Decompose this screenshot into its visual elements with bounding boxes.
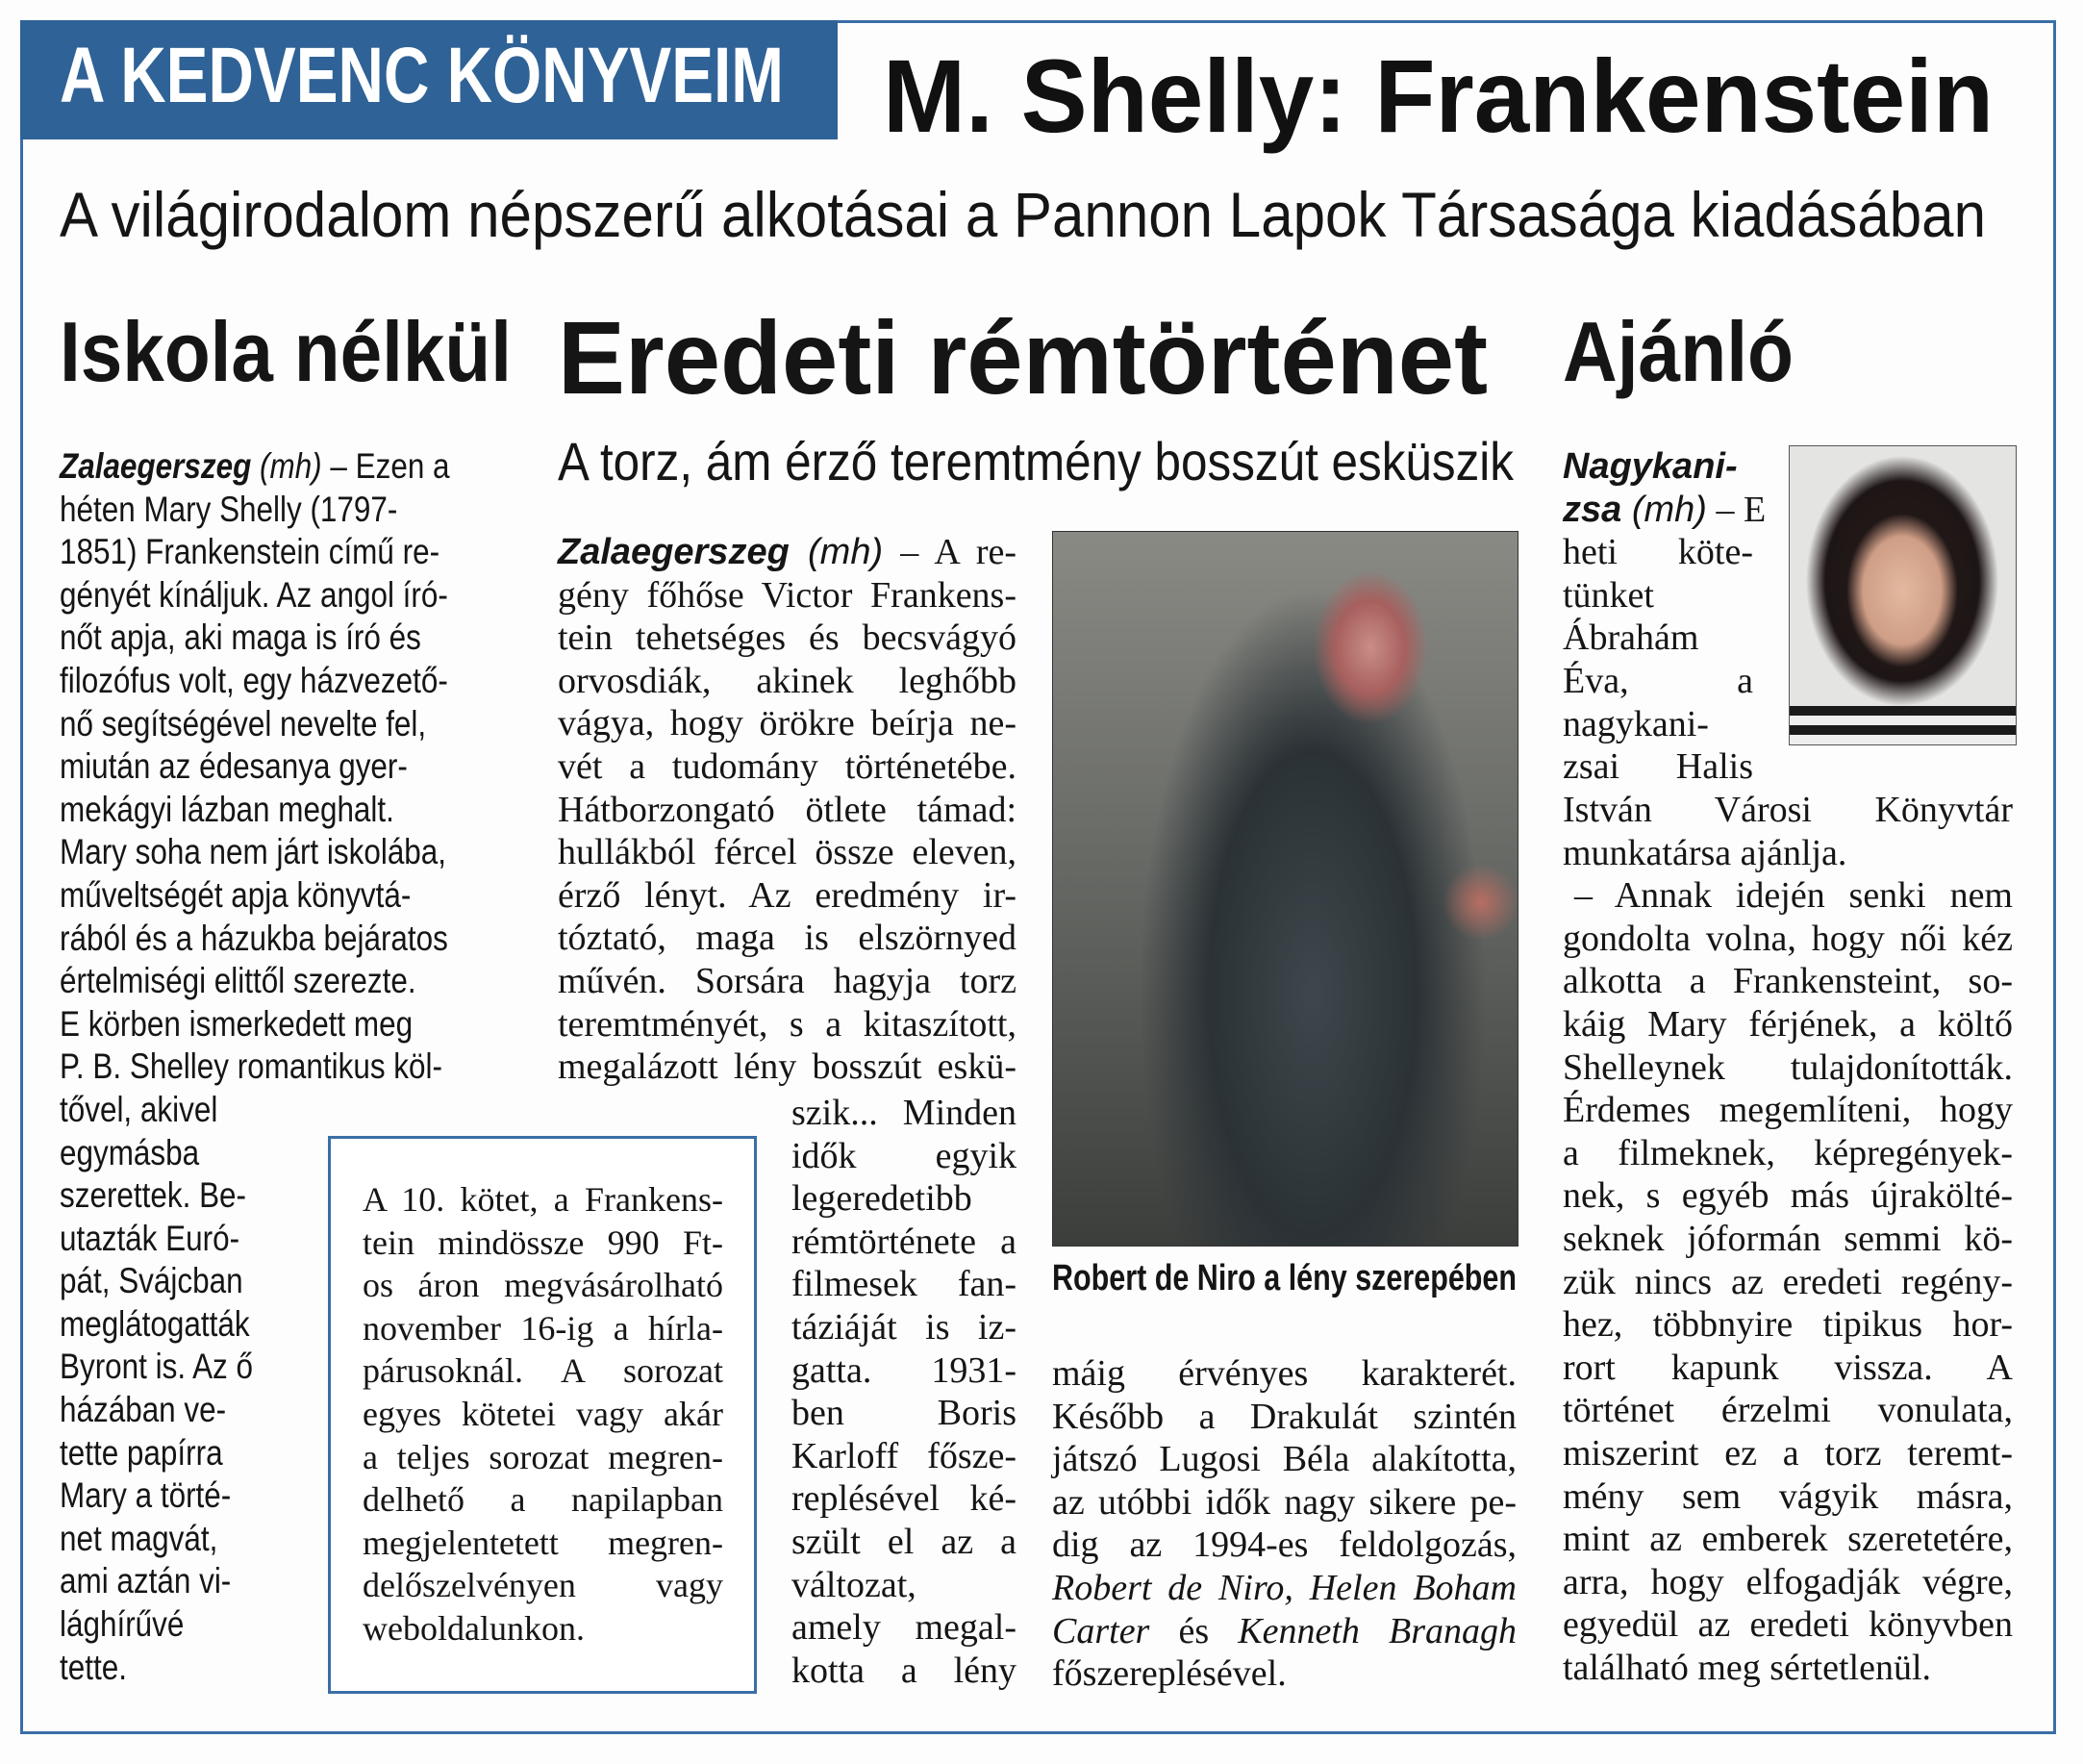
text-segment: Robert de Niro, Helen Boham bbox=[1052, 1567, 1517, 1608]
text-line bbox=[1563, 445, 1753, 489]
text-line: káig Mary férjének, a költő bbox=[1563, 1003, 2013, 1045]
text-line: mény sem vágyik másra, bbox=[1563, 1475, 2013, 1517]
text-line: orvosdiák, akinek leghőbb bbox=[558, 660, 1016, 701]
text-line: házában ve- bbox=[60, 1390, 227, 1430]
text-line bbox=[1052, 1567, 1517, 1610]
text-line: idők egyik bbox=[791, 1135, 1016, 1176]
text-line: a filmeknek, képregények- bbox=[1563, 1132, 2013, 1173]
text-line: zsai Halis bbox=[1563, 746, 1753, 788]
text-line: műveltségét apja könyvtá- bbox=[60, 874, 412, 915]
text-line: érző lényt. Az eredmény ir- bbox=[558, 874, 1016, 916]
text-line: tette papírra bbox=[60, 1432, 223, 1473]
text-line: egymásba bbox=[60, 1132, 200, 1172]
text-line: nek, s egyéb más újrakölté- bbox=[1563, 1175, 2013, 1217]
reviewer-portrait-photo bbox=[1789, 445, 2017, 745]
text-line: utazták Euró- bbox=[60, 1218, 240, 1258]
text-line: Mary soha nem járt iskolába, bbox=[60, 832, 447, 872]
text-line: Később a Drakulát szintén bbox=[1052, 1396, 1517, 1437]
text-line: hez, többnyire tipikus hor- bbox=[1563, 1304, 2013, 1346]
text-line: munkatársa ajánlja. bbox=[1563, 832, 1847, 873]
main-article-body-col-b bbox=[791, 1092, 1016, 1692]
text-line: szik... Minden bbox=[791, 1093, 1016, 1133]
text-line: miszerint ez a torz teremt- bbox=[1563, 1432, 2013, 1474]
text-line: mekágyi lázban meghalt. bbox=[60, 789, 394, 829]
text-line: weboldalunkon. bbox=[363, 1608, 585, 1648]
text-line: egyes kötetei vagy akár bbox=[363, 1394, 723, 1433]
left-article-heading bbox=[60, 304, 512, 399]
text-line: változat, bbox=[791, 1564, 916, 1605]
page-title-text: M. Shelly: Frankenstein bbox=[883, 38, 1994, 154]
text-line: replésével ké- bbox=[791, 1478, 1016, 1520]
text-line: nő segítségével nevelte fel, bbox=[60, 703, 427, 743]
text-line: zük nincs az eredeti regény- bbox=[1563, 1261, 2013, 1302]
text-line: os áron megvásárolható bbox=[363, 1266, 723, 1305]
text-line: P. B. Shelley romantikus köl- bbox=[60, 1046, 442, 1087]
text-line: kotta a lény bbox=[791, 1650, 1016, 1691]
text-line: meglátogatták bbox=[60, 1303, 250, 1344]
text-line: máig érvényes karakterét. bbox=[1052, 1353, 1517, 1394]
info-box-text bbox=[363, 1178, 723, 1651]
text-line: Éva, a bbox=[1563, 660, 1753, 701]
text-line: arra, hogy elfogadják végre, bbox=[1563, 1561, 2013, 1602]
text-line: szült el az a bbox=[791, 1521, 1016, 1562]
text-line: filozófus volt, egy házvezető- bbox=[60, 660, 448, 700]
dateline: Nagykani- bbox=[1563, 446, 1738, 487]
text-line: gényét kínáljuk. Az angol író- bbox=[60, 574, 448, 615]
page-title bbox=[883, 38, 1994, 154]
main-article-body-col-c bbox=[1052, 1352, 1517, 1696]
text-segment: – Ezen a bbox=[321, 446, 450, 486]
text-line: gény főhőse Victor Frankens- bbox=[558, 574, 1016, 616]
text-line: Shelleynek tulajdonították. bbox=[1563, 1046, 2013, 1088]
photo-caption-text: Robert de Niro a lény szerepében bbox=[1052, 1258, 1517, 1298]
text-line: vágya, hogy örökre beírja ne- bbox=[558, 703, 1016, 744]
text-line bbox=[1563, 489, 1767, 532]
right-heading-text: Ajánló bbox=[1563, 304, 1794, 399]
text-line: lághírűvé bbox=[60, 1604, 185, 1645]
right-article-heading bbox=[1563, 304, 1794, 399]
dateline: Zalaegerszeg bbox=[60, 446, 252, 486]
page-subtitle-text: A világirodalom népszerű alkotásai a Pannon Lapok Társasága kiadásában bbox=[60, 179, 1986, 250]
text-line: Érdemes megemlíteni, hogy bbox=[1563, 1090, 2013, 1131]
text-line: dig az 1994-es feldolgozás, bbox=[1052, 1525, 1517, 1566]
text-line: párusoknál. A sorozat bbox=[363, 1351, 723, 1391]
text-line bbox=[60, 445, 491, 489]
right-article-body-narrow bbox=[1563, 445, 1767, 789]
text-line: alkotta a Frankensteint, so- bbox=[1563, 961, 2013, 1002]
text-line bbox=[1052, 1610, 1517, 1653]
text-line: gatta. 1931- bbox=[791, 1349, 1016, 1391]
text-segment: Carter bbox=[1052, 1610, 1150, 1651]
text-line: – Annak idején senki nem bbox=[1574, 875, 2013, 917]
text-line: gondolta volna, hogy női kéz bbox=[1563, 918, 2013, 959]
text-line: értelmiségi elittől szerezte. bbox=[60, 961, 416, 1001]
text-line: net magvát, bbox=[60, 1518, 218, 1558]
main-heading-text: Eredeti rémtörténet bbox=[558, 299, 1488, 416]
text-line: Hátborzongató ötlete támad: bbox=[558, 789, 1016, 830]
text-segment: (mh) bbox=[789, 532, 884, 572]
text-line: ami aztán vi- bbox=[60, 1561, 232, 1601]
text-line: filmesek fan- bbox=[791, 1264, 1016, 1305]
text-line: egyedül az eredeti könyvben bbox=[1563, 1604, 2013, 1646]
text-segment: (mh) bbox=[1621, 489, 1707, 530]
photo-caption bbox=[1052, 1260, 1517, 1297]
dateline: zsa bbox=[1563, 489, 1622, 530]
text-line: tünket bbox=[1563, 574, 1654, 616]
text-segment: – E bbox=[1706, 489, 1767, 530]
text-line: főszereplésével. bbox=[1052, 1653, 1287, 1695]
text-line: táziáját is iz- bbox=[791, 1306, 1016, 1348]
text-line: mint az emberek szeretetére, bbox=[1563, 1519, 2013, 1560]
text-line: A 10. kötet, a Frankens- bbox=[363, 1180, 723, 1219]
text-segment: és bbox=[1149, 1610, 1239, 1651]
text-line: az utóbbi idők nagy sikere pe- bbox=[1052, 1481, 1517, 1523]
text-line: pát, Svájcban bbox=[60, 1261, 243, 1301]
left-heading-text: Iskola nélkül bbox=[60, 304, 512, 399]
text-line: nőt apja, aki maga is író és bbox=[60, 617, 421, 658]
dateline: Zalaegerszeg bbox=[558, 532, 790, 572]
text-line: játszó Lugosi Béla alakította, bbox=[1052, 1439, 1517, 1480]
text-line: megjelentetett megren- bbox=[363, 1523, 723, 1562]
text-line: rémtörténete a bbox=[791, 1221, 1016, 1262]
text-line: seknek jóformán semmi kö- bbox=[1563, 1218, 2013, 1259]
text-line: tővel, akivel bbox=[60, 1089, 218, 1129]
main-article-heading bbox=[558, 299, 1488, 416]
text-line: november 16-ig a hírla- bbox=[363, 1308, 723, 1348]
text-line: delőszelvényen vagy bbox=[363, 1566, 723, 1605]
text-line: amely megal- bbox=[791, 1607, 1016, 1649]
text-line: miután az édesanya gyer- bbox=[60, 746, 408, 787]
text-line bbox=[558, 531, 1016, 574]
text-line: tein mindössze 990 Ft- bbox=[363, 1222, 723, 1262]
text-line: tóztató, maga is elszörnyed bbox=[558, 918, 1016, 959]
text-segment: Kenneth Branagh bbox=[1238, 1610, 1518, 1651]
main-article-lead bbox=[558, 431, 1514, 491]
text-line: szerettek. Be- bbox=[60, 1175, 247, 1216]
text-line: rából és a házukba bejáratos bbox=[60, 918, 448, 958]
text-line: teremtményét, s a kitaszított, bbox=[558, 1003, 1016, 1045]
page-subtitle bbox=[60, 179, 1986, 250]
text-line: rort kapunk vissza. A bbox=[1563, 1347, 2013, 1388]
text-line: Ábrahám bbox=[1563, 617, 1699, 659]
text-line: hullákból fércel össze eleven, bbox=[558, 832, 1016, 873]
text-line: a teljes sorozat megren- bbox=[363, 1437, 723, 1476]
text-segment: – A re- bbox=[883, 532, 1016, 572]
right-article-body-wide bbox=[1563, 789, 2013, 1689]
text-line: tette. bbox=[60, 1647, 127, 1687]
text-line: ben Boris bbox=[791, 1393, 1016, 1434]
lead-text: A torz, ám érző teremtmény bosszút esküszik bbox=[558, 431, 1514, 491]
text-line: 1851) Frankenstein című re- bbox=[60, 532, 440, 572]
text-line: található meg sértetlenül. bbox=[1563, 1647, 1932, 1688]
main-article-body-col-a bbox=[558, 531, 1016, 1089]
text-line: művén. Sorsára hagyja torz bbox=[558, 960, 1016, 1001]
text-line: nagykani- bbox=[1563, 703, 1709, 744]
text-line: E körben ismerkedett meg bbox=[60, 1003, 414, 1044]
text-line: Karloff fősze- bbox=[791, 1435, 1016, 1476]
text-segment: (mh) bbox=[251, 446, 322, 486]
text-line: heti köte- bbox=[1563, 532, 1753, 573]
text-line: történet érzelmi vonulata, bbox=[1563, 1390, 2013, 1431]
text-line: legeredetibb bbox=[791, 1178, 972, 1220]
text-line: héten Mary Shelly (1797- bbox=[60, 489, 398, 529]
section-label-text: A KEDVENC KÖNYVEIM bbox=[60, 32, 784, 119]
text-line: vét a tudomány történetébe. bbox=[558, 745, 1016, 787]
text-line: tein tehetséges és becsvágyó bbox=[558, 617, 1016, 659]
text-line: Mary a törté- bbox=[60, 1475, 232, 1516]
text-line: Byront is. Az ő bbox=[60, 1347, 254, 1387]
text-line: István Városi Könyvtár bbox=[1563, 790, 2013, 830]
frankenstein-photo bbox=[1052, 531, 1518, 1247]
text-line: megalázott lény bosszút eskü- bbox=[558, 1046, 1016, 1088]
text-line: delhető a napilapban bbox=[363, 1480, 723, 1520]
section-label bbox=[60, 32, 784, 119]
